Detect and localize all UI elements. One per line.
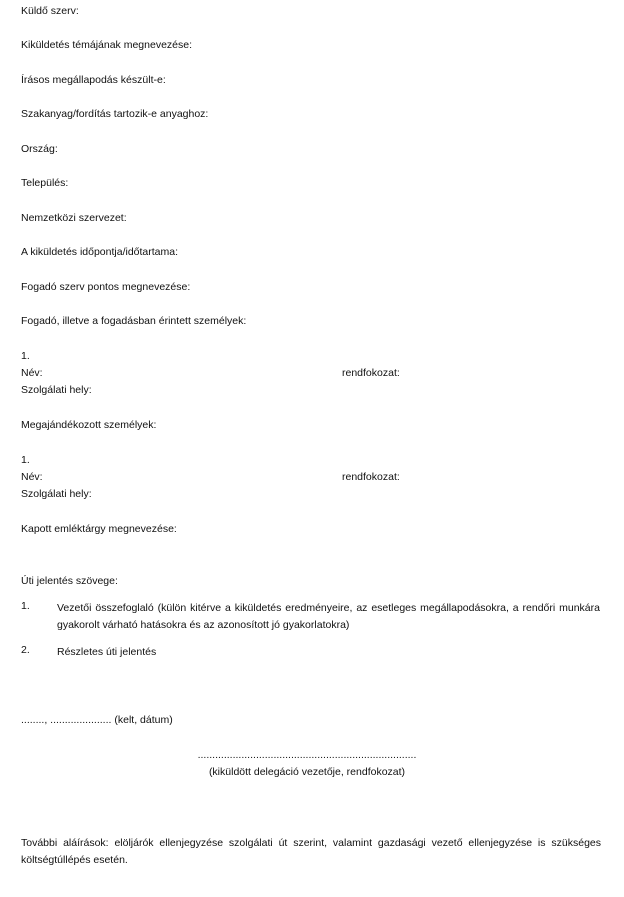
field-sender: Küldő szerv: (21, 5, 79, 17)
gifted-rank-label: rendfokozat: (342, 471, 400, 483)
field-topic: Kiküldetés témájának megnevezése: (21, 39, 193, 51)
host-place-label: Szolgálati hely: (21, 384, 92, 396)
host-number: 1. (21, 350, 30, 362)
field-material: Szakanyag/fordítás tartozik-e anyaghoz: (21, 108, 209, 120)
date-line: ........, ..................... (kelt, dátum) (21, 714, 173, 726)
field-agreement: Írásos megállapodás készült-e: (21, 74, 166, 86)
field-settlement: Település: (21, 177, 69, 189)
signature-line: ........................................................................... (197, 749, 417, 761)
report-item-text: Vezetői összefoglaló (külön kitérve a kiküldetés eredményeire, az esetleges megállapodásokra, a rendőri munkára gyakorolt várható hatásokra és az azonosított jó gyakorlatokra) (57, 602, 600, 631)
report-item-number: 1. (21, 600, 30, 612)
report-item-text: Részletes úti jelentés (57, 646, 157, 658)
report-title: Úti jelentés szövege: (21, 575, 118, 587)
footer-note: További aláírások: elöljárók ellenjegyzése szolgálati út szerint, valamint gazdasági vezető ellenjegyzése is szükséges költségtúllépés esetén. (21, 837, 601, 866)
signature-caption: (kiküldött delegáció vezetője, rendfokozat) (208, 766, 406, 778)
report-item-number: 2. (21, 644, 30, 656)
gifted-name-label: Név: (21, 471, 43, 483)
host-rank-label: rendfokozat: (342, 367, 400, 379)
field-host-persons: Fogadó, illetve a fogadásban érintett személyek: (21, 315, 247, 327)
field-intl-org: Nemzetközi szervezet: (21, 212, 127, 224)
field-timing: A kiküldetés időpontja/időtartama: (21, 246, 179, 258)
field-country: Ország: (21, 143, 58, 155)
gifted-title: Megajándékozott személyek: (21, 419, 157, 431)
gifted-number: 1. (21, 454, 30, 466)
host-name-label: Név: (21, 367, 43, 379)
souvenir-field: Kapott emléktárgy megnevezése: (21, 523, 177, 535)
field-host-name: Fogadó szerv pontos megnevezése: (21, 281, 191, 293)
gifted-place-label: Szolgálati hely: (21, 488, 92, 500)
